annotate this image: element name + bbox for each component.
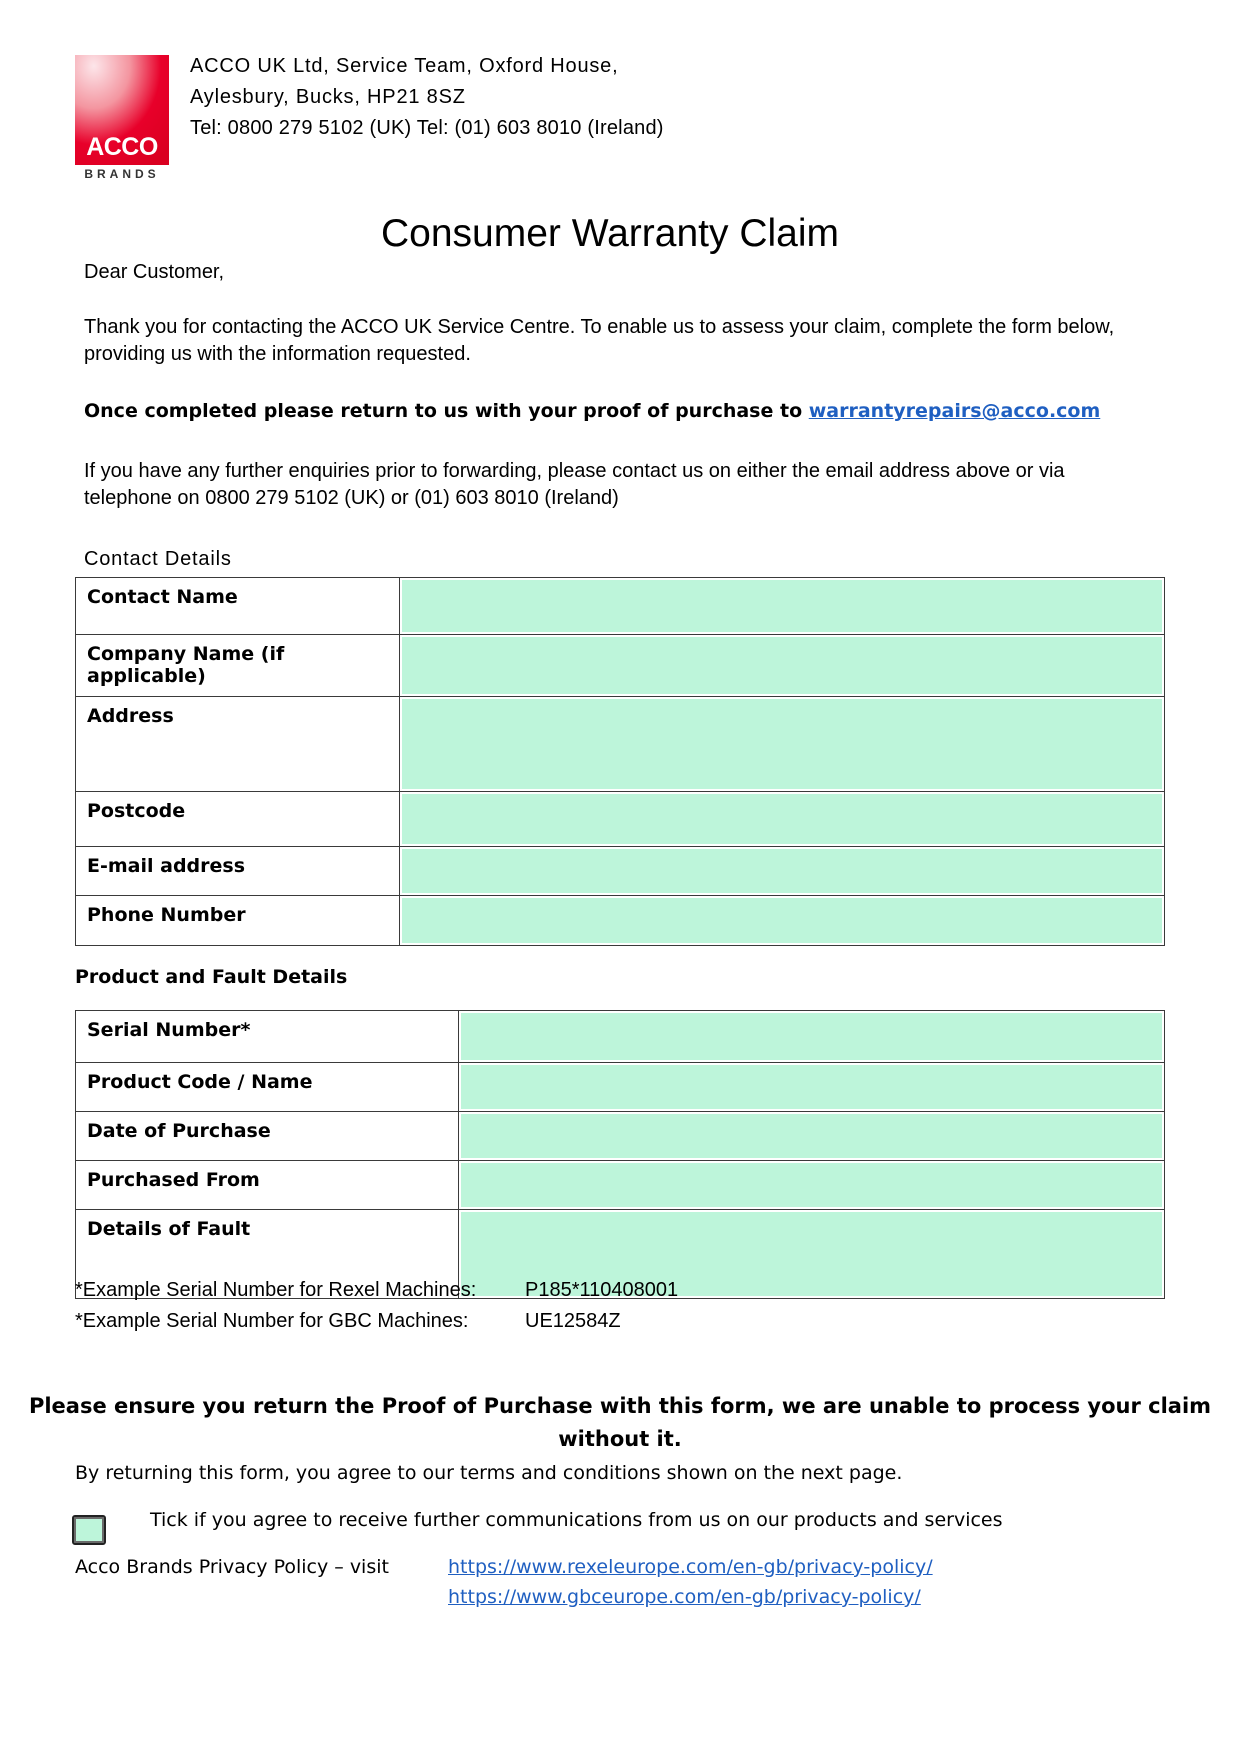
table-row [76,896,1165,946]
warranty-email-link[interactable]: warrantyrepairs@acco.com [808,400,1101,422]
email-label: E-mail address [76,847,400,896]
enquiry-line2: telephone on 0800 279 5102 (UK) or (01) 603 8010 (Ireland) [84,487,619,509]
postcode-label: Postcode [76,792,400,847]
date-of-purchase-field[interactable] [458,1112,1164,1161]
terms-text: By returning this form, you agree to our terms and conditions shown on the next page. [75,1462,903,1484]
svg-text:BRANDS: BRANDS [84,167,160,181]
purchased-from-field[interactable] [458,1161,1164,1210]
privacy-policy-label: Acco Brands Privacy Policy – visit [75,1556,389,1578]
proof-warning [0,1390,1240,1456]
company-name-label: Company Name (if applicable) [76,635,400,697]
acco-brands-logo [75,55,169,181]
intro-line2: providing us with the information requested. [84,343,471,365]
example-rexel-label: *Example Serial Number for Rexel Machines: [75,1279,477,1301]
example-gbc-label: *Example Serial Number for GBC Machines: [75,1310,469,1332]
table-row [76,1063,1165,1112]
purchased-from-label: Purchased From [76,1161,459,1210]
table-row [76,1011,1165,1063]
table-row [76,1161,1165,1210]
table-row [76,792,1165,847]
contact-name-label: Contact Name [76,578,400,635]
contact-name-field[interactable] [399,578,1164,635]
serial-number-field[interactable] [458,1011,1164,1063]
header-address-line3: Tel: 0800 279 5102 (UK) Tel: (01) 603 8010 (Ireland) [190,117,664,139]
svg-text:ACCO: ACCO [86,133,158,161]
rexel-privacy-link[interactable]: https://www.rexeleurope.com/en-gb/privacy-policy/ [448,1556,933,1578]
example-gbc-value: UE12584Z [525,1310,621,1332]
product-code-label: Product Code / Name [76,1063,459,1112]
details-of-fault-label: Details of Fault [76,1210,459,1299]
table-row [76,1112,1165,1161]
product-details-table [75,1010,1165,1299]
email-field[interactable] [399,847,1164,896]
company-name-field[interactable] [399,635,1164,697]
table-row [76,635,1165,697]
proof-warning-line1: Please ensure you return the Proof of Purchase with this form, we are unable to process your claim [28,1394,1212,1418]
consent-label: Tick if you agree to receive further communications from us on our products and services [150,1509,1003,1531]
phone-label: Phone Number [76,896,400,946]
contact-details-table [75,577,1165,946]
gbc-privacy-link[interactable]: https://www.gbceurope.com/en-gb/privacy-policy/ [448,1586,921,1608]
greeting: Dear Customer, [84,261,225,283]
proof-warning-line2: without it. [558,1427,682,1451]
postcode-field[interactable] [399,792,1164,847]
table-row [76,578,1165,635]
contact-details-heading: Contact Details [84,548,232,570]
return-text: Once completed please return to us with your proof of purchase to [84,400,809,422]
return-instructions [84,398,1100,425]
header-address-line1: ACCO UK Ltd, Service Team, Oxford House, [190,55,619,77]
product-code-field[interactable] [458,1063,1164,1112]
header-address-line2: Aylesbury, Bucks, HP21 8SZ [190,86,466,108]
phone-field[interactable] [399,896,1164,946]
example-rexel-value: P185*110408001 [525,1279,679,1301]
product-details-heading: Product and Fault Details [75,966,348,988]
date-of-purchase-label: Date of Purchase [76,1112,459,1161]
intro-line1: Thank you for contacting the ACCO UK Service Centre. To enable us to assess your claim, complete the form below, [84,316,1115,338]
table-row [76,697,1165,792]
address-field[interactable] [399,697,1164,792]
page-title: Consumer Warranty Claim [381,212,839,255]
serial-number-label: Serial Number* [76,1011,459,1063]
enquiry-line1: If you have any further enquiries prior to forwarding, please contact us on either the email address above or via [84,460,1065,482]
communications-consent-checkbox[interactable] [72,1515,106,1545]
table-row [76,847,1165,896]
address-label: Address [76,697,400,792]
